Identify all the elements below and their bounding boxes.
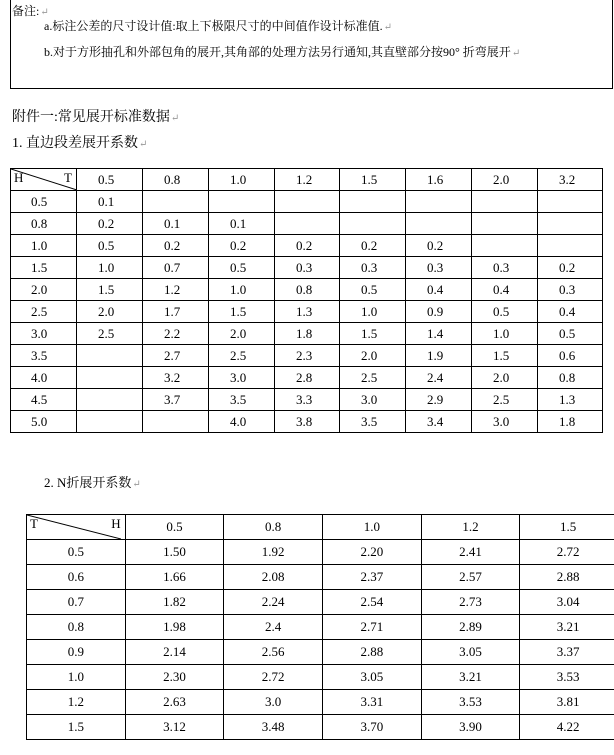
appendix-title: 附件一:常见展开标准数据↵ <box>12 110 180 125</box>
table-cell: 2.14 <box>125 640 224 665</box>
table-row <box>11 301 603 323</box>
table-cell: 2.5 <box>209 345 275 367</box>
table-cell: 2.30 <box>125 665 224 690</box>
table-cell: 2.20 <box>323 540 422 565</box>
table-cell: 3.2 <box>143 367 209 389</box>
table-cell: 2.73 <box>421 590 520 615</box>
corner-right-label: H <box>111 516 121 531</box>
table-cell: 0.3 <box>340 257 406 279</box>
corner-left-label: T <box>30 516 38 531</box>
row-header: 2.5 <box>11 301 77 323</box>
diagonal-line <box>27 515 121 539</box>
table-cell: 1.82 <box>125 590 224 615</box>
column-header: 1.5 <box>340 169 406 191</box>
table-cell: 0.3 <box>472 257 538 279</box>
row-header: 4.0 <box>11 367 77 389</box>
table-cell: 2.0 <box>77 301 143 323</box>
note-a: a.标注公差的尺寸设计值:取上下极限尺寸的中间值作设计标准值.↵ <box>44 19 393 33</box>
table-cell <box>340 213 406 235</box>
table-cell: 0.2 <box>275 235 340 257</box>
table-row <box>11 367 603 389</box>
table-cell: 0.2 <box>406 235 472 257</box>
table-cell: 3.05 <box>323 665 422 690</box>
table-cell: 0.4 <box>406 279 472 301</box>
column-header: 1.2 <box>275 169 340 191</box>
row-header: 5.0 <box>11 411 77 433</box>
table-row <box>27 540 614 565</box>
table-cell: 3.70 <box>323 715 422 740</box>
table-cell: 3.81 <box>520 690 614 715</box>
column-header: 3.2 <box>538 169 603 191</box>
table-row <box>11 345 603 367</box>
table-cell: 0.8 <box>275 279 340 301</box>
table-cell: 1.5 <box>340 323 406 345</box>
table-cell: 3.53 <box>520 665 614 690</box>
table-cell: 2.4 <box>406 367 472 389</box>
section2-title: 2. N折展开系数↵ <box>44 475 141 490</box>
table-cell: 3.0 <box>224 690 323 715</box>
column-header: 0.5 <box>125 515 224 540</box>
table-cell: 1.8 <box>275 323 340 345</box>
table-row <box>11 389 603 411</box>
column-header: 0.5 <box>77 169 143 191</box>
table-row <box>27 690 614 715</box>
table-cell: 0.2 <box>77 213 143 235</box>
table-cell: 2.88 <box>323 640 422 665</box>
header-row <box>11 169 603 191</box>
row-header: 3.0 <box>11 323 77 345</box>
table-cell: 0.5 <box>538 323 603 345</box>
table-row <box>27 715 614 740</box>
corner-left-label: H <box>14 170 24 185</box>
table-cell: 2.56 <box>224 640 323 665</box>
row-header: 1.0 <box>27 665 126 690</box>
table-cell: 2.2 <box>143 323 209 345</box>
table-row <box>11 323 603 345</box>
table-cell <box>472 213 538 235</box>
table-row <box>27 665 614 690</box>
table-cell <box>472 191 538 213</box>
table-row <box>27 640 614 665</box>
table-cell: 1.3 <box>275 301 340 323</box>
table-cell: 2.5 <box>472 389 538 411</box>
row-header: 2.0 <box>11 279 77 301</box>
table-cell: 0.7 <box>143 257 209 279</box>
table-cell: 0.3 <box>275 257 340 279</box>
table-cell: 0.5 <box>77 235 143 257</box>
table-cell: 0.9 <box>406 301 472 323</box>
table-cell: 3.53 <box>421 690 520 715</box>
table-cell: 0.3 <box>406 257 472 279</box>
table-cell: 1.66 <box>125 565 224 590</box>
table-cell: 1.5 <box>209 301 275 323</box>
table-cell: 0.5 <box>209 257 275 279</box>
table-cell <box>275 191 340 213</box>
table-cell: 2.08 <box>224 565 323 590</box>
table-cell: 3.31 <box>323 690 422 715</box>
table-cell: 3.0 <box>340 389 406 411</box>
table-cell: 0.1 <box>209 213 275 235</box>
table-cell <box>538 191 603 213</box>
table-cell: 1.4 <box>406 323 472 345</box>
table-cell: 2.72 <box>520 540 614 565</box>
table-cell <box>406 191 472 213</box>
table-cell: 2.89 <box>421 615 520 640</box>
table-cell: 2.4 <box>224 615 323 640</box>
table-cell: 3.5 <box>340 411 406 433</box>
table-cell: 2.9 <box>406 389 472 411</box>
table-cell: 0.5 <box>340 279 406 301</box>
table-cell: 1.0 <box>77 257 143 279</box>
table-cell: 2.54 <box>323 590 422 615</box>
table-cell: 1.5 <box>77 279 143 301</box>
table-cell <box>340 191 406 213</box>
row-header: 1.0 <box>11 235 77 257</box>
table-cell: 2.8 <box>275 367 340 389</box>
table-cell <box>143 411 209 433</box>
column-header: 1.0 <box>323 515 422 540</box>
table-cell: 3.0 <box>472 411 538 433</box>
table-cell <box>77 367 143 389</box>
table-cell <box>472 235 538 257</box>
row-header: 0.5 <box>27 540 126 565</box>
table-cell: 0.1 <box>143 213 209 235</box>
table-cell: 1.7 <box>143 301 209 323</box>
column-header: 1.0 <box>209 169 275 191</box>
table-cell: 2.63 <box>125 690 224 715</box>
row-header: 1.2 <box>27 690 126 715</box>
row-header: 0.5 <box>11 191 77 213</box>
table-cell: 2.57 <box>421 565 520 590</box>
table-cell: 1.98 <box>125 615 224 640</box>
straight-offset-table <box>10 168 603 433</box>
n-fold-table <box>26 514 614 740</box>
row-header: 3.5 <box>11 345 77 367</box>
row-header: 1.5 <box>11 257 77 279</box>
table-cell: 0.4 <box>538 301 603 323</box>
table-row <box>27 615 614 640</box>
table-cell: 2.0 <box>472 367 538 389</box>
section1-title: 1. 直边段差展开系数↵ <box>12 136 148 151</box>
table-cell: 0.2 <box>538 257 603 279</box>
table-cell: 3.5 <box>209 389 275 411</box>
column-header: 1.2 <box>421 515 520 540</box>
table-row <box>11 213 603 235</box>
table-cell: 1.50 <box>125 540 224 565</box>
column-header: 0.8 <box>143 169 209 191</box>
table-row <box>11 411 603 433</box>
corner-cell <box>27 515 126 540</box>
row-header: 0.8 <box>11 213 77 235</box>
table-cell <box>77 389 143 411</box>
table-cell <box>143 191 209 213</box>
table-cell: 2.88 <box>520 565 614 590</box>
table-cell: 2.37 <box>323 565 422 590</box>
row-header: 0.8 <box>27 615 126 640</box>
table-cell <box>275 213 340 235</box>
table-row <box>11 279 603 301</box>
table-cell: 2.72 <box>224 665 323 690</box>
note-b: b.对于方形抽孔和外部包角的展开,其角部的处理方法另行通知,其直壁部分按90° 折弯展开↵ <box>44 45 521 59</box>
table-cell <box>538 235 603 257</box>
column-header: 0.8 <box>224 515 323 540</box>
column-header: 1.5 <box>520 515 614 540</box>
table-cell <box>77 411 143 433</box>
column-header: 2.0 <box>472 169 538 191</box>
table-cell: 3.0 <box>209 367 275 389</box>
table-cell: 3.21 <box>421 665 520 690</box>
table-cell: 1.92 <box>224 540 323 565</box>
table-cell: 1.0 <box>472 323 538 345</box>
row-header: 0.6 <box>27 565 126 590</box>
table-cell: 3.90 <box>421 715 520 740</box>
row-header: 0.9 <box>27 640 126 665</box>
table-cell: 2.5 <box>77 323 143 345</box>
table-cell: 4.22 <box>520 715 614 740</box>
table-row <box>11 235 603 257</box>
table-cell: 2.7 <box>143 345 209 367</box>
table-cell: 3.3 <box>275 389 340 411</box>
table-cell: 0.6 <box>538 345 603 367</box>
table-cell: 0.2 <box>143 235 209 257</box>
table-cell: 2.0 <box>340 345 406 367</box>
table-cell: 1.5 <box>472 345 538 367</box>
table-cell: 3.7 <box>143 389 209 411</box>
table-row <box>27 565 614 590</box>
table-cell: 0.1 <box>77 191 143 213</box>
table-cell: 0.2 <box>340 235 406 257</box>
table-cell: 1.9 <box>406 345 472 367</box>
table-cell: 1.3 <box>538 389 603 411</box>
table-cell: 4.0 <box>209 411 275 433</box>
table-cell: 2.3 <box>275 345 340 367</box>
table-row <box>11 257 603 279</box>
table-cell: 1.0 <box>209 279 275 301</box>
table-cell: 2.24 <box>224 590 323 615</box>
row-header: 1.5 <box>27 715 126 740</box>
table-cell: 3.37 <box>520 640 614 665</box>
table-cell: 3.04 <box>520 590 614 615</box>
corner-right-label: T <box>64 170 72 185</box>
table-cell: 2.0 <box>209 323 275 345</box>
table-cell: 2.41 <box>421 540 520 565</box>
table-cell: 3.8 <box>275 411 340 433</box>
table-row <box>11 191 603 213</box>
table-cell: 3.12 <box>125 715 224 740</box>
table-cell: 0.8 <box>538 367 603 389</box>
table-cell: 2.71 <box>323 615 422 640</box>
table-cell <box>77 345 143 367</box>
table-cell: 2.5 <box>340 367 406 389</box>
corner-cell <box>11 169 77 191</box>
table-cell: 3.21 <box>520 615 614 640</box>
table-row <box>27 590 614 615</box>
table-cell: 3.4 <box>406 411 472 433</box>
table-cell: 0.2 <box>209 235 275 257</box>
notes-title: 备注:↵ <box>12 4 49 18</box>
table-cell: 3.48 <box>224 715 323 740</box>
table-cell: 3.05 <box>421 640 520 665</box>
table-cell: 1.0 <box>340 301 406 323</box>
table-cell: 0.5 <box>472 301 538 323</box>
table-cell: 0.3 <box>538 279 603 301</box>
header-row <box>27 515 614 540</box>
column-header: 1.6 <box>406 169 472 191</box>
table-cell <box>538 213 603 235</box>
row-header: 4.5 <box>11 389 77 411</box>
table-cell: 1.2 <box>143 279 209 301</box>
row-header: 0.7 <box>27 590 126 615</box>
table-cell <box>209 191 275 213</box>
table-cell: 1.8 <box>538 411 603 433</box>
table-cell: 0.4 <box>472 279 538 301</box>
table-cell <box>406 213 472 235</box>
